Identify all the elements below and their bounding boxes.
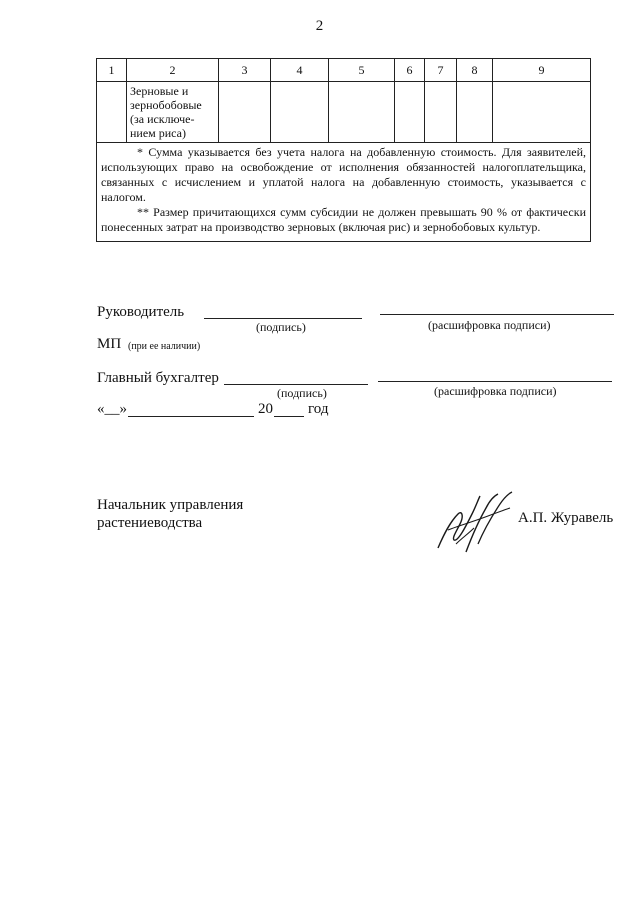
crop-name-line: (за исключе- xyxy=(130,112,195,126)
crop-name-line: зернобобовые xyxy=(130,98,202,112)
crop-name-line: нием риса) xyxy=(130,126,186,140)
column-number: 1 xyxy=(97,59,127,82)
subsidy-table xyxy=(96,58,591,242)
column-number-row xyxy=(97,59,591,82)
table-cell xyxy=(329,82,395,143)
table-cell xyxy=(425,82,457,143)
column-number: 5 xyxy=(329,59,395,82)
footnote-vat: * Сумма указывается без учета налога на добавленную стоимость. Для заявителей, использующих право на освобождение от исполнения обязанностей налогоплательщика, связанных с исчислением и уплатой налога на добавленную стоимость, указывается с налогом. xyxy=(101,145,586,204)
head-signature-line xyxy=(204,318,362,319)
column-number: 4 xyxy=(271,59,329,82)
column-number: 2 xyxy=(127,59,219,82)
position-title-line2: растениеводства xyxy=(97,515,203,531)
table-cell xyxy=(493,82,591,143)
signatory-name: А.П. Журавель xyxy=(518,510,614,526)
stamp-label: МП xyxy=(97,336,122,352)
decoding-caption: (расшифровка подписи) xyxy=(428,318,551,332)
accountant-signature-line xyxy=(224,384,368,385)
crop-name-cell xyxy=(127,82,219,143)
accountant-label: Главный бухгалтер xyxy=(97,370,219,386)
table-cell xyxy=(271,82,329,143)
column-number: 9 xyxy=(493,59,591,82)
footnote-subsidy-limit: ** Размер причитающихся сумм субсидии не должен превышать 90 % от фактически понесенных затрат на производство зерновых (включая рис) и зернобобовых культур. xyxy=(101,205,586,234)
table-cell xyxy=(457,82,493,143)
column-number: 8 xyxy=(457,59,493,82)
stamp-note: (при ее наличии) xyxy=(128,341,201,352)
accountant-decoding-line xyxy=(378,381,612,382)
date-year-line xyxy=(274,416,304,417)
page-number: 2 xyxy=(315,18,324,34)
date-year-prefix: 20 xyxy=(258,401,273,417)
table-cell xyxy=(219,82,271,143)
head-label: Руководитель xyxy=(97,304,185,320)
table-cell xyxy=(97,82,127,143)
column-number: 3 xyxy=(219,59,271,82)
table-cell xyxy=(395,82,425,143)
notes-row xyxy=(97,143,591,242)
signature-caption: (подпись) xyxy=(277,386,327,400)
decoding-caption: (расшифровка подписи) xyxy=(434,384,557,398)
handwritten-signature xyxy=(428,486,518,558)
date-day-field: «__» xyxy=(97,401,127,417)
signature-caption: (подпись) xyxy=(256,320,306,334)
date-month-line xyxy=(128,416,254,417)
position-title-line1: Начальник управления xyxy=(97,497,244,513)
table-row xyxy=(97,82,591,143)
notes-cell xyxy=(97,143,591,242)
column-number: 6 xyxy=(395,59,425,82)
crop-name-line: Зерновые и xyxy=(130,84,189,98)
date-suffix: год xyxy=(308,401,329,417)
column-number: 7 xyxy=(425,59,457,82)
head-decoding-line xyxy=(380,314,614,315)
